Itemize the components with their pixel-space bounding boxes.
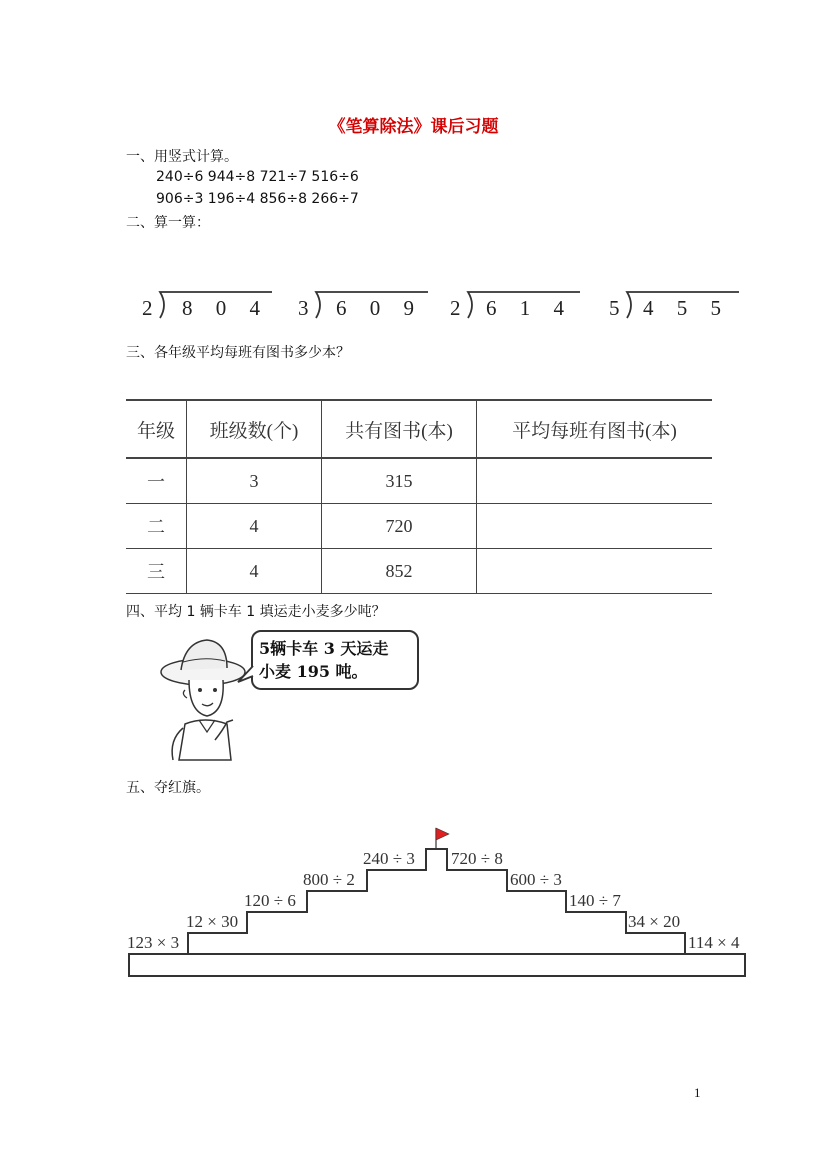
table-row <box>126 549 712 594</box>
header-books: 共有图书(本) <box>322 400 477 458</box>
header-classes: 班级数(个) <box>187 400 322 458</box>
step-label[interactable]: 240 ÷ 3 <box>363 849 415 868</box>
page-title: 《笔算除法》课后习题 <box>328 117 499 137</box>
section-5-heading: 五、夺红旗。 <box>126 780 210 796</box>
section-1-row-2: 906÷3 196÷4 856÷8 266÷7 <box>156 191 359 207</box>
cell-grade: 二 <box>147 517 165 537</box>
cell-average[interactable] <box>477 549 713 594</box>
cell-books: 315 <box>322 458 477 504</box>
cell-books: 720 <box>322 504 477 549</box>
dividend: 8 0 4 <box>182 296 269 320</box>
long-division-3 <box>450 296 580 326</box>
step-label[interactable]: 800 ÷ 2 <box>303 870 355 889</box>
table-row <box>126 458 712 504</box>
books-table <box>126 399 712 594</box>
step-label[interactable]: 120 ÷ 6 <box>244 891 296 910</box>
cell-classes: 4 <box>187 549 322 594</box>
bubble-line-2: 小麦 195 吨。 <box>259 662 368 681</box>
dividend: 6 0 9 <box>336 296 423 320</box>
bubble-line-1: 5辆卡车 3 天运走 <box>259 639 389 658</box>
cell-books: 852 <box>322 549 477 594</box>
cell-classes: 3 <box>187 458 322 504</box>
long-division-1 <box>142 296 272 326</box>
header-grade: 年级 <box>136 420 175 442</box>
header-average: 平均每班有图书(本) <box>477 400 713 458</box>
long-division-2 <box>298 296 428 326</box>
dividend: 6 1 4 <box>486 296 573 320</box>
boy-with-hat-illustration <box>155 628 265 762</box>
divisor: 5 <box>609 296 620 320</box>
section-3-heading: 三、各年级平均每班有图书多少本？ <box>126 345 350 361</box>
cell-average[interactable] <box>477 458 713 504</box>
long-division-4 <box>609 296 739 326</box>
page-number: 1 <box>694 1085 701 1100</box>
step-label[interactable]: 720 ÷ 8 <box>451 849 503 868</box>
cell-grade: 三 <box>147 562 165 582</box>
cell-grade: 一 <box>147 472 165 492</box>
table-header-row <box>126 400 712 458</box>
step-label[interactable]: 114 × 4 <box>688 933 740 952</box>
speech-bubble <box>251 630 419 690</box>
cell-average[interactable] <box>477 504 713 549</box>
section-2-heading: 二、算一算： <box>126 215 210 231</box>
red-flag-icon[interactable] <box>436 828 449 840</box>
divisor: 3 <box>298 296 309 320</box>
divisor: 2 <box>142 296 153 320</box>
bubble-tail <box>236 664 256 688</box>
dividend: 4 5 5 <box>643 296 730 320</box>
step-label[interactable]: 12 × 30 <box>186 912 239 931</box>
section-1-heading: 一、用竖式计算。 <box>126 149 238 165</box>
section-1-row-1: 240÷6 944÷8 721÷7 516÷6 <box>156 169 359 185</box>
step-label[interactable]: 140 ÷ 7 <box>569 891 621 910</box>
step-label[interactable]: 600 ÷ 3 <box>510 870 562 889</box>
section-4-heading: 四、平均 1 辆卡车 1 填运走小麦多少吨？ <box>126 604 386 620</box>
table-row <box>126 504 712 549</box>
step-label[interactable]: 123 × 3 <box>127 933 180 952</box>
step-label[interactable]: 34 × 20 <box>628 912 681 931</box>
staircase-outline <box>125 820 750 982</box>
divisor: 2 <box>450 296 461 320</box>
cell-classes: 4 <box>187 504 322 549</box>
